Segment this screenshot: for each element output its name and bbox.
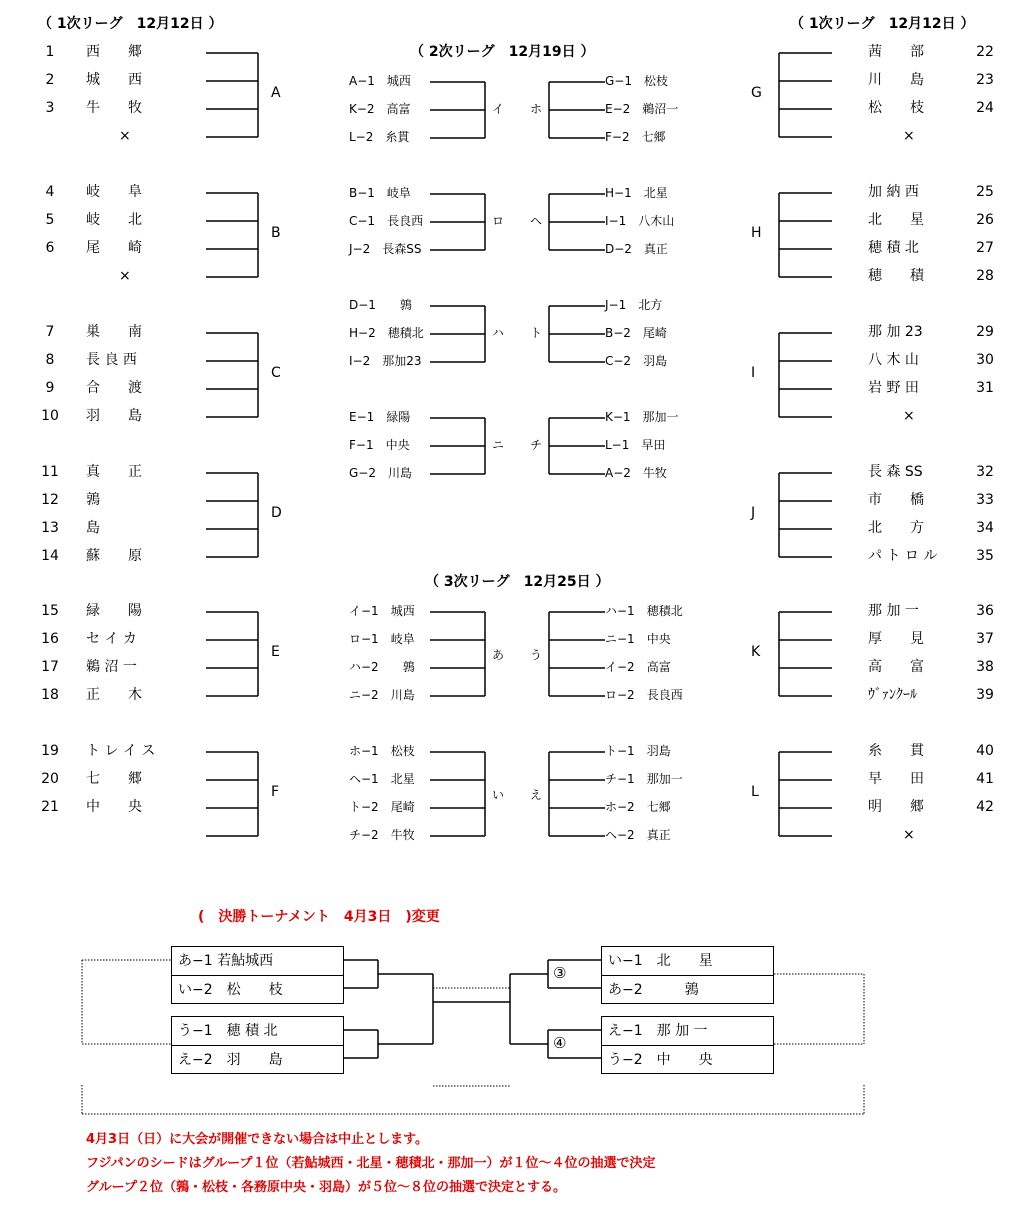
- group-label: J: [751, 505, 756, 521]
- team-number: 32: [976, 464, 994, 480]
- bye-mark: ×: [119, 268, 131, 284]
- team-name: 加 納 西: [868, 184, 919, 200]
- third-league-left-team: チ−2 牛牧: [349, 828, 415, 842]
- team-name: 厚 見: [868, 631, 924, 647]
- team-number: 31: [976, 380, 994, 396]
- team-name: 那 加 23: [868, 324, 923, 340]
- second-league-right-team: H−1 北星: [605, 186, 668, 200]
- third-league-right-team: ヘ−2 真正: [605, 828, 671, 842]
- bye-mark: ×: [903, 408, 915, 424]
- second-league-left-team: H−2 穂積北: [349, 326, 424, 340]
- team-name: 茜 部: [868, 44, 924, 60]
- team-number: 26: [976, 212, 994, 228]
- group-label: F: [271, 784, 280, 800]
- third-league-left-team: ヘ−1 北星: [349, 772, 415, 786]
- team-name: 城 西: [86, 72, 142, 88]
- second-league-right-team: B−2 尾崎: [605, 326, 667, 340]
- team-name: 明 郷: [868, 799, 924, 815]
- second-league-right-team: C−2 羽島: [605, 354, 668, 368]
- group-label: H: [751, 225, 762, 241]
- third-league-right-team: ロ−2 長良西: [605, 688, 683, 702]
- final-right-box-2: [601, 1016, 774, 1074]
- final-tournament-title: ( 決勝トーナメント 4月3日 )変更: [198, 909, 440, 925]
- team-name: 長 良 西: [86, 352, 137, 368]
- group-label: G: [751, 85, 762, 101]
- team-name: 糸 貫: [868, 743, 924, 759]
- group-label: D: [271, 505, 282, 521]
- team-number: 27: [976, 240, 994, 256]
- team-number: 21: [41, 799, 59, 815]
- team-number: 19: [41, 743, 59, 759]
- team-number: 13: [41, 520, 59, 536]
- group-label: K: [751, 644, 761, 660]
- second-league-right-label: ト: [530, 326, 543, 340]
- group-label: E: [271, 644, 280, 660]
- team-number: 8: [45, 352, 55, 368]
- second-league-left-team: D−1 鶉: [349, 298, 412, 312]
- team-name: 羽 島: [86, 408, 142, 424]
- team-number: 35: [976, 548, 994, 564]
- second-league-right-team: A−2 牛牧: [605, 466, 667, 480]
- team-name: 岐 阜: [86, 184, 142, 200]
- group-label: L: [751, 784, 759, 800]
- team-number: 39: [976, 687, 994, 703]
- third-league-right-team: イ−2 高富: [605, 660, 671, 674]
- second-league-left-team: J−2 長森SS: [349, 242, 422, 256]
- final-team: あ−1 若鮎城西: [178, 953, 274, 969]
- second-league-left-team: L−2 糸貫: [349, 130, 410, 144]
- final-left-box-1: [171, 946, 344, 1004]
- final-team: あ−2 鶉: [608, 982, 699, 998]
- second-league-right-label: ホ: [530, 102, 543, 116]
- team-number: 34: [976, 520, 994, 536]
- team-number: 38: [976, 659, 994, 675]
- team-number: 25: [976, 184, 994, 200]
- final-team: え−2 羽 島: [178, 1052, 283, 1068]
- team-number: 18: [41, 687, 59, 703]
- team-number: 41: [976, 771, 994, 787]
- bye-mark: ×: [903, 128, 915, 144]
- team-number: 36: [976, 603, 994, 619]
- team-name: 那 加 一: [868, 603, 919, 619]
- second-league-left-label: ロ: [492, 214, 505, 228]
- second-league-left-team: B−1 岐阜: [349, 186, 411, 200]
- third-league-left-label: あ: [492, 648, 505, 662]
- second-league-left-label: ニ: [492, 438, 505, 452]
- team-name: ト レ イ ス: [86, 743, 156, 759]
- team-number: 20: [41, 771, 59, 787]
- team-number: 10: [41, 408, 59, 424]
- team-number: 17: [41, 659, 59, 675]
- bye-mark: ×: [119, 128, 131, 144]
- first-league-title-right: （ 1次リーグ 12月12日 ）: [790, 16, 975, 32]
- team-number: 40: [976, 743, 994, 759]
- box-divider: [172, 1045, 343, 1046]
- final-right-box-1: [601, 946, 774, 1004]
- team-number: 3: [45, 100, 55, 116]
- third-league-right-label: え: [530, 788, 543, 802]
- bye-mark: ×: [903, 827, 915, 843]
- team-number: 12: [41, 492, 59, 508]
- team-number: 24: [976, 100, 994, 116]
- team-number: 7: [45, 324, 55, 340]
- second-league-left-team: E−1 緑陽: [349, 410, 411, 424]
- second-league-right-team: K−1 那加一: [605, 410, 679, 424]
- third-league-right-team: ホ−2 七郷: [605, 800, 671, 814]
- group-label: C: [271, 365, 281, 381]
- team-name: 鶉: [86, 492, 100, 508]
- team-name: 市 橋: [868, 492, 924, 508]
- team-number: 11: [41, 464, 59, 480]
- third-league-left-team: ホ−1 松枝: [349, 744, 415, 758]
- team-number: 9: [45, 380, 55, 396]
- group-label: I: [751, 365, 756, 381]
- team-name: 八 木 山: [868, 352, 919, 368]
- team-name: 穂 積 北: [868, 240, 919, 256]
- team-name: 巣 南: [86, 324, 142, 340]
- third-league-left-team: ト−2 尾崎: [349, 800, 415, 814]
- third-league-left-team: ロ−1 岐阜: [349, 632, 415, 646]
- team-name: セ イ カ: [86, 631, 137, 647]
- second-league-right-team: L−1 早田: [605, 438, 666, 452]
- third-league-left-label: い: [492, 788, 505, 802]
- team-name: 早 田: [868, 771, 924, 787]
- team-name: 穂 積: [868, 268, 924, 284]
- team-name: 真 正: [86, 464, 142, 480]
- team-number: 33: [976, 492, 994, 508]
- third-league-right-team: ト−1 羽島: [605, 744, 671, 758]
- team-number: 5: [45, 212, 55, 228]
- circled-number-4: ④: [553, 1034, 567, 1052]
- team-name: 島: [86, 520, 100, 536]
- team-number: 2: [45, 72, 55, 88]
- team-number: 4: [45, 184, 55, 200]
- box-divider: [172, 975, 343, 976]
- group-label: B: [271, 225, 281, 241]
- team-name: 緑 陽: [86, 603, 142, 619]
- second-league-left-team: A−1 城西: [349, 74, 411, 88]
- team-name: 中 央: [86, 799, 142, 815]
- team-name: ｳﾞｧﾝｸｰﾙ: [868, 687, 917, 703]
- team-number: 42: [976, 799, 994, 815]
- team-name: 川 島: [868, 72, 924, 88]
- box-divider: [602, 975, 773, 976]
- second-league-right-team: J−1 北方: [605, 298, 663, 312]
- team-name: 岐 北: [86, 212, 142, 228]
- team-number: 28: [976, 268, 994, 284]
- second-league-title: （ 2次リーグ 12月19日 ）: [410, 44, 595, 60]
- second-league-left-label: イ: [492, 102, 505, 116]
- team-name: 北 方: [868, 520, 924, 536]
- team-number: 37: [976, 631, 994, 647]
- note-line-2: フジパンのシードはグループ１位（若鮎城西・北星・穂積北・那加一）が１位〜４位の抽選で決定: [86, 1156, 656, 1171]
- team-number: 29: [976, 324, 994, 340]
- team-name: 長 森 SS: [868, 464, 923, 480]
- second-league-right-team: G−1 松枝: [605, 74, 668, 88]
- final-team: い−1 北 星: [608, 953, 713, 969]
- second-league-left-team: F−1 中央: [349, 438, 410, 452]
- team-name: 岩 野 田: [868, 380, 919, 396]
- second-league-left-team: I−2 那加23: [349, 354, 422, 368]
- team-name: 高 富: [868, 659, 924, 675]
- second-league-right-team: E−2 鵜沼一: [605, 102, 679, 116]
- team-name: 七 郷: [86, 771, 142, 787]
- team-name: パ ト ロ ル: [868, 548, 938, 564]
- second-league-right-team: I−1 八木山: [605, 214, 675, 228]
- circled-number-3: ③: [553, 964, 567, 982]
- team-name: 松 枝: [868, 100, 924, 116]
- third-league-left-team: イ−1 城西: [349, 604, 415, 618]
- team-name: 蘇 原: [86, 548, 142, 564]
- team-number: 22: [976, 44, 994, 60]
- team-number: 15: [41, 603, 59, 619]
- second-league-right-team: F−2 七郷: [605, 130, 666, 144]
- team-name: 正 木: [86, 687, 142, 703]
- final-team: い−2 松 枝: [178, 982, 283, 998]
- second-league-right-label: ヘ: [530, 214, 543, 228]
- second-league-left-label: ハ: [492, 326, 505, 340]
- team-number: 30: [976, 352, 994, 368]
- third-league-left-team: ニ−2 川島: [349, 688, 415, 702]
- team-number: 14: [41, 548, 59, 564]
- team-number: 6: [45, 240, 55, 256]
- third-league-right-team: ニ−1 中央: [605, 632, 671, 646]
- final-team: え−1 那 加 一: [608, 1023, 708, 1039]
- third-league-right-label: う: [530, 648, 543, 662]
- note-line-1: 4月3日（日）に大会が開催できない場合は中止とします。: [86, 1132, 429, 1147]
- team-name: 鵜 沼 一: [86, 659, 137, 675]
- second-league-left-team: C−1 長良西: [349, 214, 424, 228]
- team-name: 北 星: [868, 212, 924, 228]
- final-team: う−2 中 央: [608, 1052, 713, 1068]
- first-league-title-left: （ 1次リーグ 12月12日 ）: [38, 16, 223, 32]
- team-number: 1: [45, 44, 55, 60]
- second-league-left-team: K−2 高富: [349, 102, 411, 116]
- team-number: 23: [976, 72, 994, 88]
- second-league-right-label: チ: [530, 438, 543, 452]
- box-divider: [602, 1045, 773, 1046]
- third-league-left-team: ハ−2 鶉: [349, 660, 415, 674]
- team-name: 尾 崎: [86, 240, 142, 256]
- note-line-3: グループ２位（鶉・松枝・各務原中央・羽島）が５位〜８位の抽選で決定とする。: [86, 1180, 566, 1195]
- team-name: 西 郷: [86, 44, 142, 60]
- third-league-right-team: チ−1 那加一: [605, 772, 683, 786]
- group-label: A: [271, 85, 281, 101]
- second-league-left-team: G−2 川島: [349, 466, 412, 480]
- team-name: 合 渡: [86, 380, 142, 396]
- team-name: 牛 牧: [86, 100, 142, 116]
- third-league-title: （ 3次リーグ 12月25日 ）: [425, 574, 610, 590]
- final-team: う−1 穂 積 北: [178, 1023, 278, 1039]
- final-left-box-2: [171, 1016, 344, 1074]
- team-number: 16: [41, 631, 59, 647]
- second-league-right-team: D−2 真正: [605, 242, 668, 256]
- third-league-right-team: ハ−1 穂積北: [605, 604, 683, 618]
